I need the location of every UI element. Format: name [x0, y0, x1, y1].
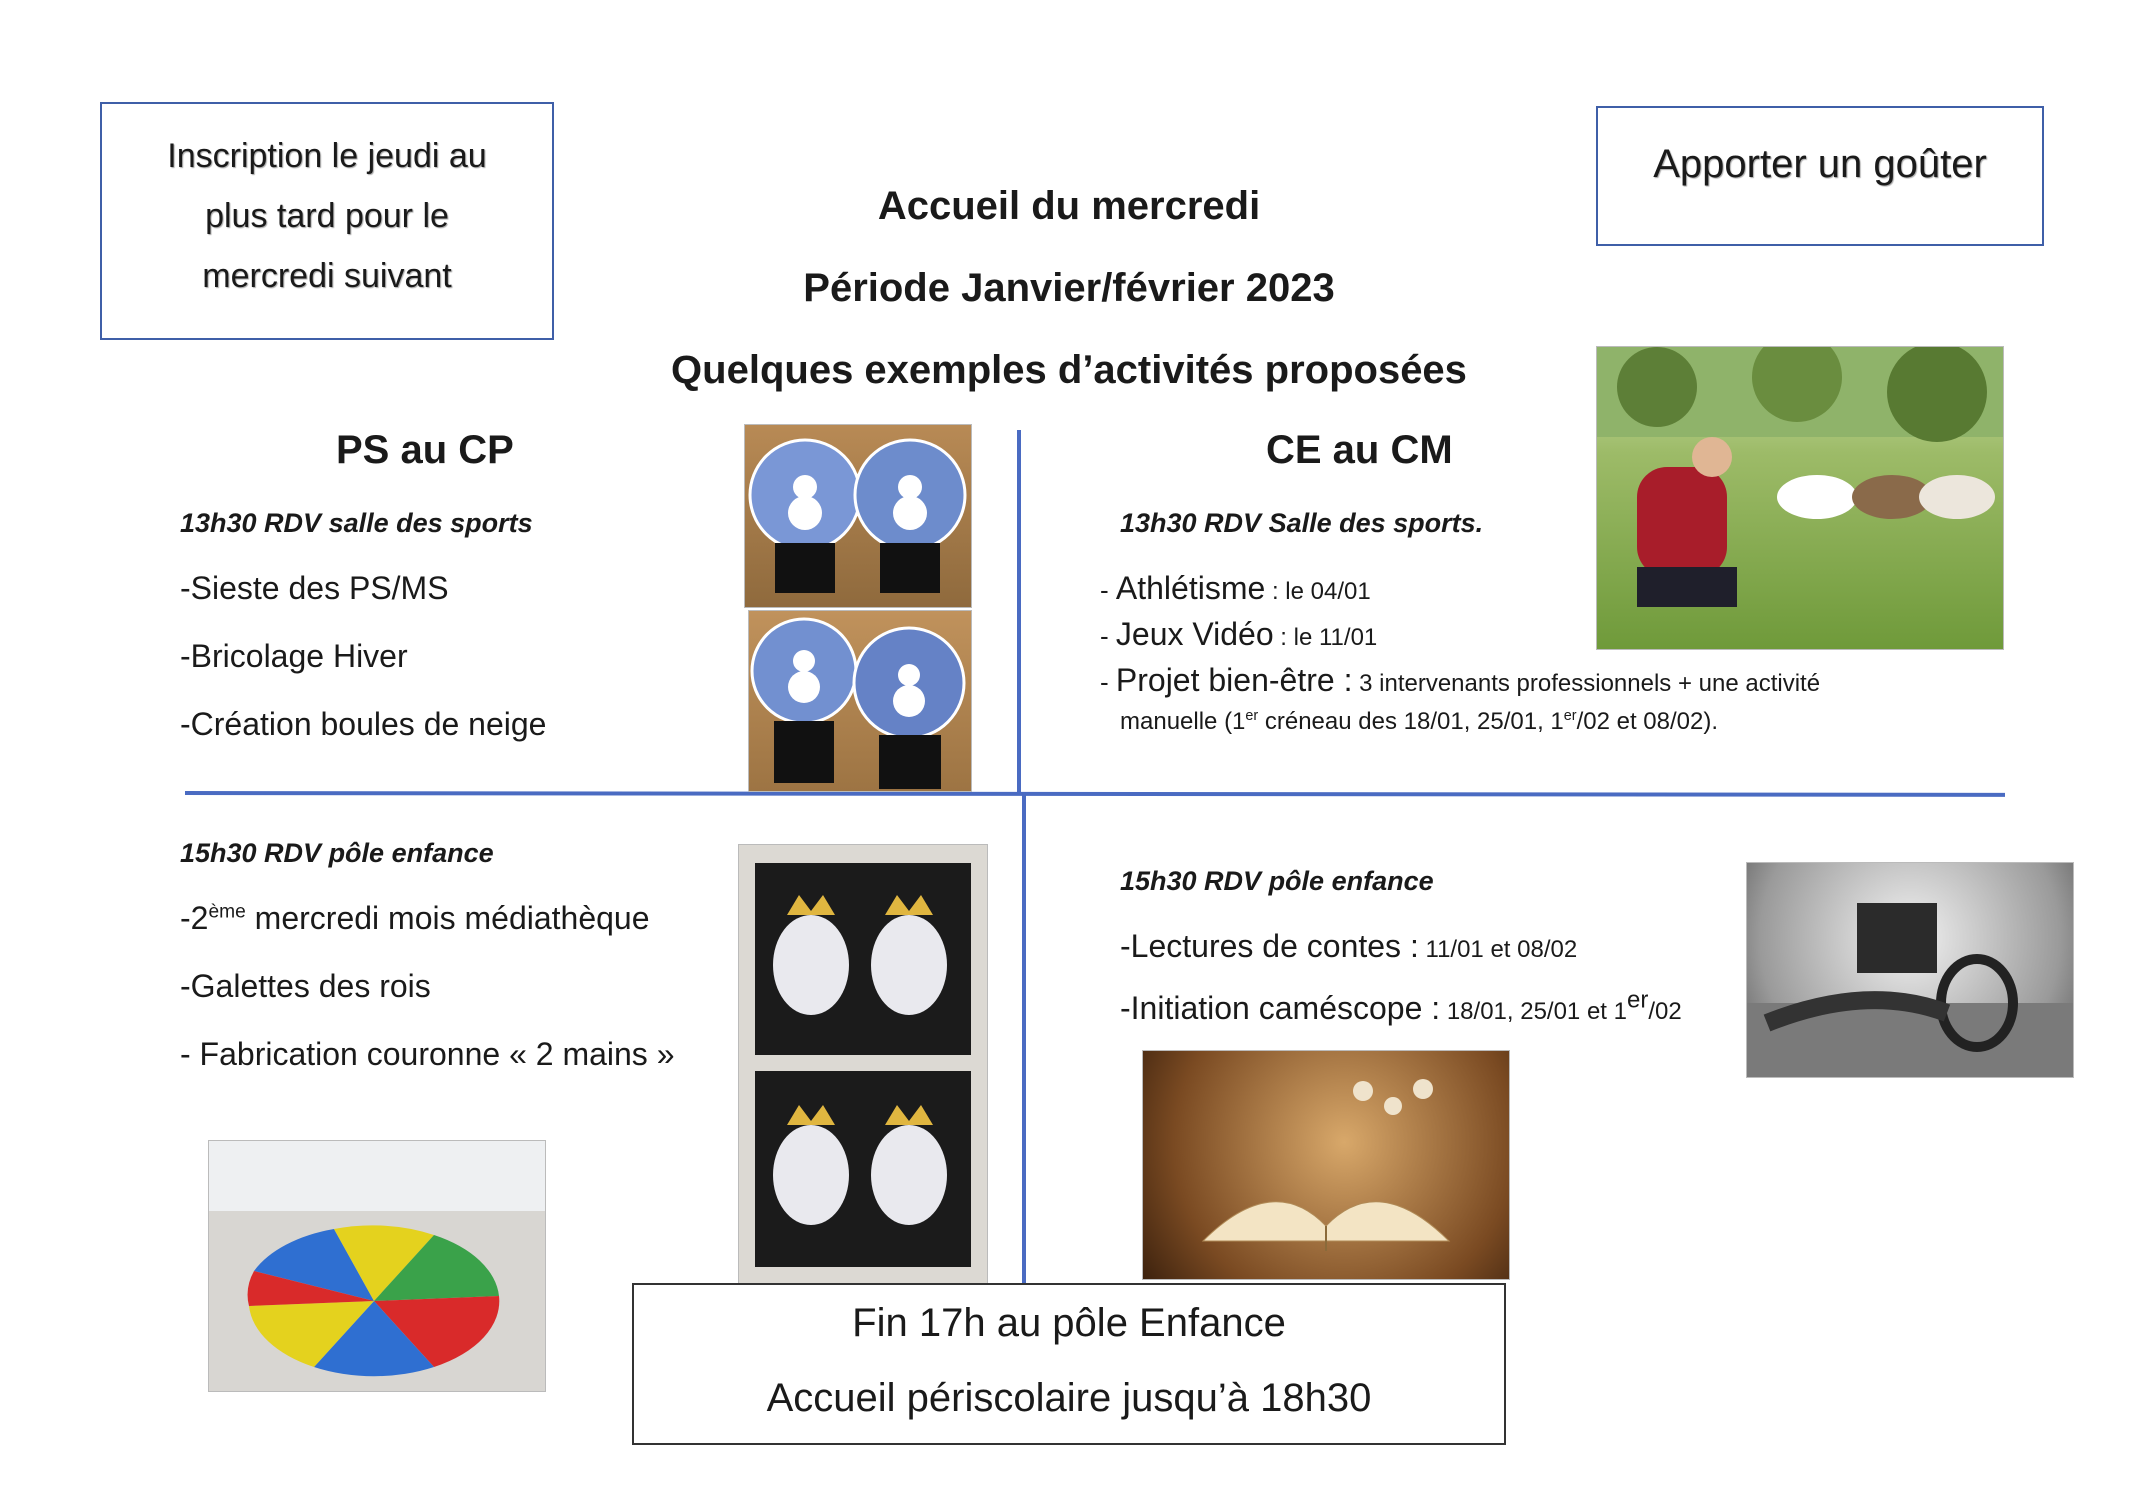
open-book-photo: [1142, 1050, 1510, 1280]
registration-line-1: Inscription le jeudi au: [167, 137, 487, 175]
right-morning-rdv: 13h30 RDV Salle des sports.: [1120, 508, 1484, 538]
closing-info-box: [632, 1283, 1506, 1445]
right-morning-projet-details: manuelle (1er créneau des 18/01, 25/01, 1er/02 et 08/02).: [1120, 708, 1719, 735]
snowglobe-craft-photo-2: [748, 610, 972, 792]
goats-outdoor-photo: [1596, 346, 2004, 650]
registration-line-3: mercredi suivant: [202, 257, 452, 295]
activities-subtitle: Quelques exemples d’activités proposées: [671, 348, 1467, 392]
left-afternoon-item-mediatheque: -2ème mercredi mois médiathèque: [180, 900, 650, 936]
right-morning-athletisme: - Athlétisme : le 04/01: [1100, 570, 1371, 606]
right-afternoon-camescope: -Initiation caméscope : 18/01, 25/01 et 1er/02: [1120, 986, 1682, 1026]
left-morning-rdv: 13h30 RDV salle des sports: [180, 508, 533, 538]
left-morning-item: -Création boules de neige: [180, 706, 547, 742]
snowglobe-craft-photo-1: [744, 424, 972, 608]
vertical-divider-bottom: [1022, 794, 1026, 1290]
page-title: Accueil du mercredi: [877, 184, 1261, 228]
snack-notice-text: Apporter un goûter: [1653, 142, 1987, 186]
left-morning-item: -Sieste des PS/MS: [180, 570, 449, 606]
period-title: Période Janvier/février 2023: [803, 266, 1335, 310]
horizontal-divider: [185, 791, 2005, 797]
after-school-text: Accueil périscolaire jusqu’à 18h30: [766, 1376, 1372, 1420]
vertical-divider-top: [1017, 430, 1021, 794]
right-afternoon-lectures: -Lectures de contes : 11/01 et 08/02: [1120, 928, 1578, 964]
right-column-heading: CE au CM: [1266, 428, 1453, 472]
left-morning-item: -Bricolage Hiver: [180, 638, 408, 674]
left-column-heading: PS au CP: [336, 428, 514, 472]
closing-time-text: Fin 17h au pôle Enfance: [852, 1301, 1286, 1345]
right-afternoon-rdv: 15h30 RDV pôle enfance: [1120, 866, 1434, 896]
right-morning-jeux: - Jeux Vidéo : le 11/01: [1100, 616, 1378, 652]
registration-line-2: plus tard pour le: [205, 197, 449, 235]
handprint-crown-craft-photo: [738, 844, 988, 1286]
left-afternoon-item-couronne: - Fabrication couronne « 2 mains »: [180, 1036, 675, 1072]
parachute-game-photo: [208, 1140, 546, 1392]
left-afternoon-rdv: 15h30 RDV pôle enfance: [180, 838, 494, 868]
right-morning-projet: - Projet bien-être : 3 intervenants professionnels + une activité: [1100, 662, 1821, 698]
film-reel-photo: [1746, 862, 2074, 1078]
left-afternoon-item-galettes: -Galettes des rois: [180, 968, 431, 1004]
